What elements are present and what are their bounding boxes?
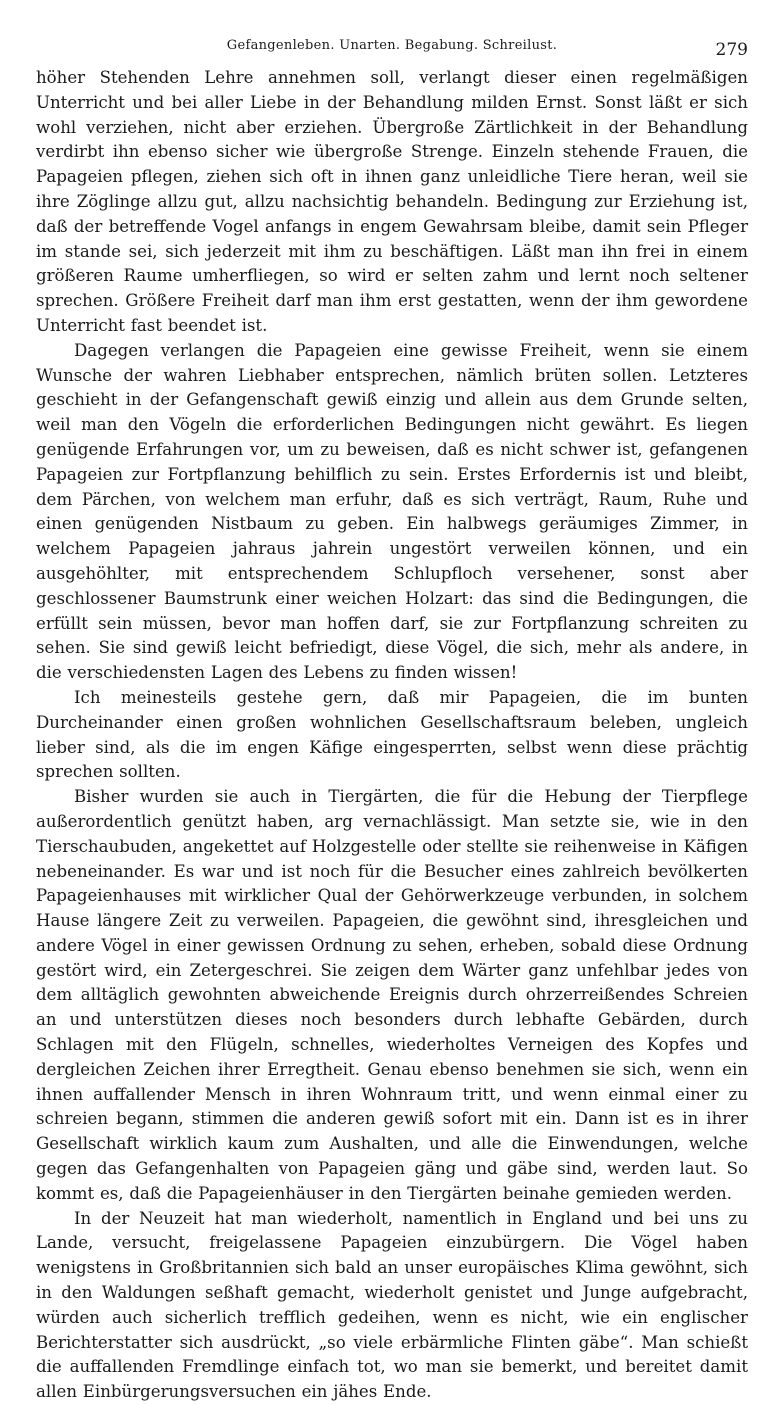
page-header: [36, 36, 748, 64]
paragraph-naturalisation: In der Neuzeit hat man wiederholt, namentlich in England und bei uns zu Lande, versucht, freigelassene Papageien einzubürgern. Die Vögel haben wenigstens in Großbritannien sich bald an unser europäisches Klima gewöhnt, sich in den Waldungen seßhaft gemacht, wiederholt genistet und Junge aufgebracht, würden auch sicherlich trefflich gedeihen, wenn es nicht, wie ein englischer Berichterstatter sich ausdrückt, „so viele erbärmliche Flinten gäbe“. Man schießt die auffallenden Fremdlinge einfach tot, wo man sie bemerkt, und bereitet damit allen Einbürgerungsversuchen ein jähes Ende.: [36, 1208, 748, 1402]
body-text: [36, 66, 748, 1405]
paragraph-continuation: höher Stehenden Lehre annehmen soll, verlangt dieser einen regelmäßigen Unterricht und bei aller Liebe in der Behandlung milden Ernst. Sonst läßt er sich wohl verziehen, nicht aber erziehen. Übergroße Zärtlichkeit in der Behandlung verdirbt ihn ebenso sicher wie übergroße Strenge. Einzeln stehende Frauen, die Papageien pflegen, ziehen sich oft in ihnen ganz unleidliche Tiere heran, weil sie ihre Zöglinge allzu gut, allzu nachsichtig behandeln. Bedingung zur Erziehung ist, daß der betreffende Vogel anfangs in engem Gewahrsam bleibe, damit sein Pfleger im stande sei, sich jederzeit mit ihm zu beschäftigen. Läßt man ihn frei in einem größeren Raume umherfliegen, so wird er selten zahm und lernt noch seltener sprechen. Größere Freiheit darf man ihm erst gestatten, wenn der ihm gewordene Unterricht fast beendet ist.: [36, 68, 748, 335]
paragraph-personal-preference: Ich meinesteils gestehe gern, daß mir Papageien, die im bunten Durcheinander einen großen wohnlichen Gesellschaftsraum beleben, ungleich lieber sind, als die im engen Käfige eingesperrten, selbst wenn diese prächtig sprechen sollten.: [36, 687, 748, 782]
paragraph-zoo-houses: Bisher wurden sie auch in Tiergärten, die für die Hebung der Tierpflege außerordentlich genützt haben, arg vernachlässigt. Man setzte sie, wie in den Tierschaubuden, angekettet auf Holzgestelle oder stellte sie reihenweise in Käfigen nebeneinander. Es war und ist noch für die Besucher eines zahlreich bevölkerten Papageienhauses mit wirklicher Qual der Gehörwerkzeuge verbunden, in solchem Hause längere Zeit zu verweilen. Papageien, die gewöhnt sind, ihresgleichen und andere Vögel in einer gewissen Ordnung zu sehen, erheben, sobald diese Ordnung gestört wird, ein Zetergeschrei. Sie zeigen dem Wärter ganz unfehlbar jedes von dem alltäglich gewohnten abweichende Ereignis durch ohrzerreißendes Schreien an und unterstützen dieses noch besonders durch lebhafte Gebärden, durch Schlagen mit den Flügeln, schnelles, wiederholtes Verneigen des Kopfes und dergleichen Zeichen ihrer Erregtheit. Genau ebenso benehmen sie sich, wenn ein ihnen auffallender Mensch in ihren Wohnraum tritt, und wenn einmal einer zu schreien begann, stimmen die anderen gewiß sofort mit ein. Dann ist es in ihrer Gesellschaft wirklich kaum zum Aushalten, und alle die Einwendungen, welche gegen das Gefangenhalten von Papageien gäng und gäbe sind, werden laut. So kommt es, daß die Papageienhäuser in den Tiergärten beinahe gemieden werden.: [36, 787, 748, 1203]
paragraph-breeding: Dagegen verlangen die Papageien eine gewisse Freiheit, wenn sie einem Wunsche der wahren Liebhaber entsprechen, nämlich brüten sollen. Letzteres geschieht in der Gefangenschaft gewiß einzig und allein aus dem Grunde selten, weil man den Vögeln die erforderlichen Bedingungen nicht gewährt. Es liegen genügende Erfahrungen vor, um zu beweisen, daß es nicht schwer ist, gefangenen Papageien zur Fortpflanzung behilflich zu sein. Erstes Erfordernis ist und bleibt, dem Pärchen, von welchem man erfuhr, daß es sich verträgt, Raum, Ruhe und einen genügenden Nistbaum zu geben. Ein halbwegs geräumiges Zimmer, in welchem Papageien jahraus jahrein ungestört verweilen können, und ein ausgehöhlter, mit entsprechendem Schlupfloch versehener, sonst aber geschlossener Baumstrunk einer weichen Holzart: das sind die Bedingungen, die erfüllt sein müssen, bevor man hoffen darf, sie zur Fortpflanzung schreiten zu sehen. Sie sind gewiß leicht befriedigt, diese Vögel, die sich, mehr als andere, in die verschiedensten Lagen des Lebens zu finden wissen!: [36, 340, 748, 683]
page-number: 279: [715, 40, 748, 60]
running-head: Gefangenleben. Unarten. Begabung. Schreilust.: [226, 38, 558, 53]
